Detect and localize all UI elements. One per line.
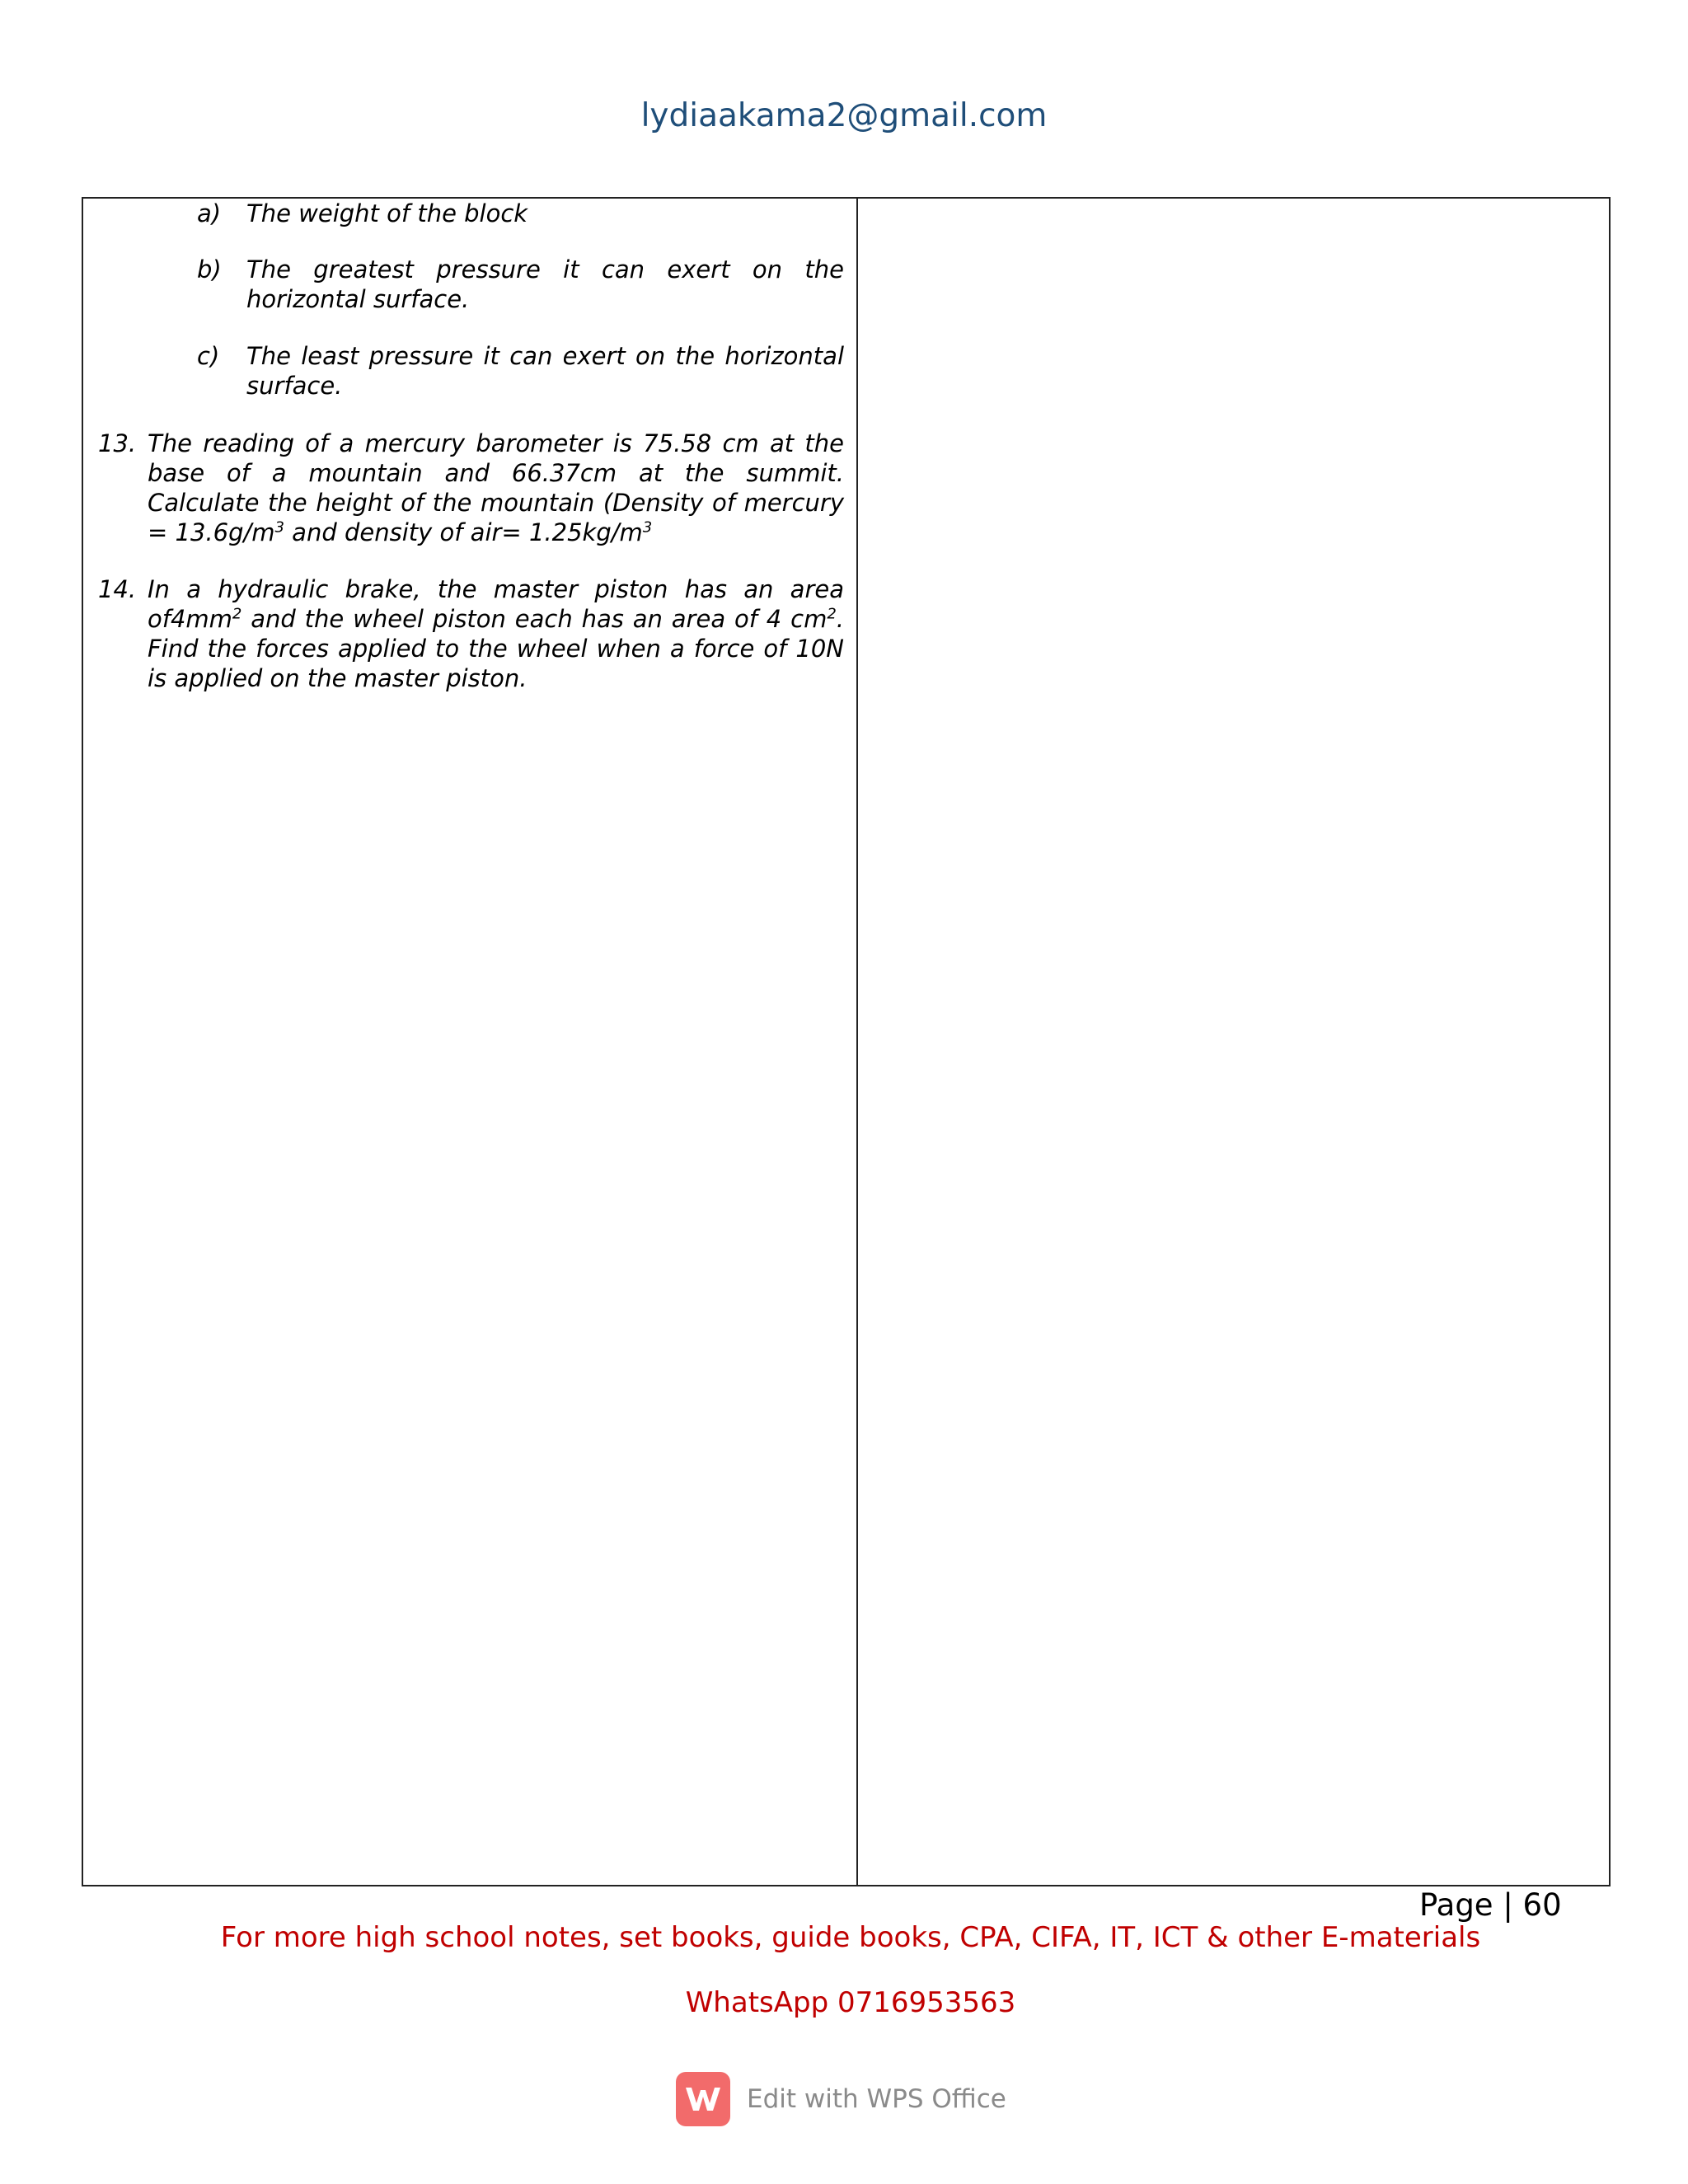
question-12b bbox=[197, 255, 844, 314]
q14-text-3: . Find the forces applied to the wheel when a force of 10N is applied on the master piston. bbox=[148, 605, 844, 692]
q14-sup-1: 2 bbox=[232, 605, 242, 623]
q13-sup-2: 3 bbox=[642, 518, 653, 537]
item-text: The weight of the block bbox=[246, 199, 528, 227]
item-label: c) bbox=[197, 342, 220, 370]
q14-text-2: and the wheel piston each has an area of 4 cm bbox=[241, 605, 828, 633]
answers-column bbox=[858, 199, 1609, 1885]
question-13 bbox=[98, 429, 844, 547]
item-text bbox=[148, 574, 844, 693]
footer-promo: For more high school notes, set books, guide books, CPA, CIFA, IT, ICT & other E-materials bbox=[220, 1921, 1481, 1954]
item-label: 13. bbox=[98, 429, 137, 457]
answer-table bbox=[82, 197, 1611, 1886]
question-12c bbox=[197, 341, 844, 401]
wps-edit-button[interactable] bbox=[676, 2072, 1006, 2126]
item-label: 14. bbox=[98, 575, 137, 603]
header-email: lydiaakama2@gmail.com bbox=[640, 97, 1048, 134]
wps-edit-label[interactable]: Edit with WPS Office bbox=[747, 2084, 1006, 2114]
wps-w-glyph bbox=[684, 2085, 722, 2113]
questions-column bbox=[83, 199, 856, 1885]
item-text bbox=[148, 429, 844, 547]
q13-sup-1: 3 bbox=[274, 518, 284, 537]
question-14 bbox=[98, 574, 844, 693]
item-text: The least pressure it can exert on the horizontal surface. bbox=[246, 342, 844, 400]
item-label: a) bbox=[197, 199, 222, 227]
q13-text-1: The reading of a mercury barometer is 75.58 cm at the base of a mountain and 66.37cm at the summit. Calculate the height of the mountain (Density of mercury = 13.6g/m bbox=[148, 429, 844, 546]
footer-whatsapp: WhatsApp 0716953563 bbox=[685, 1986, 1016, 2019]
wps-logo-icon bbox=[676, 2072, 730, 2126]
item-text: The greatest pressure it can exert on the horizontal surface. bbox=[246, 255, 844, 313]
q14-text-1: In a hydraulic brake, the master piston has an area of4mm bbox=[148, 575, 844, 633]
page-number: Page | 60 bbox=[1419, 1887, 1562, 1923]
q13-text-2: and density of air= 1.25kg/m bbox=[284, 518, 643, 546]
item-label: b) bbox=[197, 255, 222, 284]
q14-sup-2: 2 bbox=[827, 605, 837, 623]
question-12a bbox=[197, 199, 844, 228]
